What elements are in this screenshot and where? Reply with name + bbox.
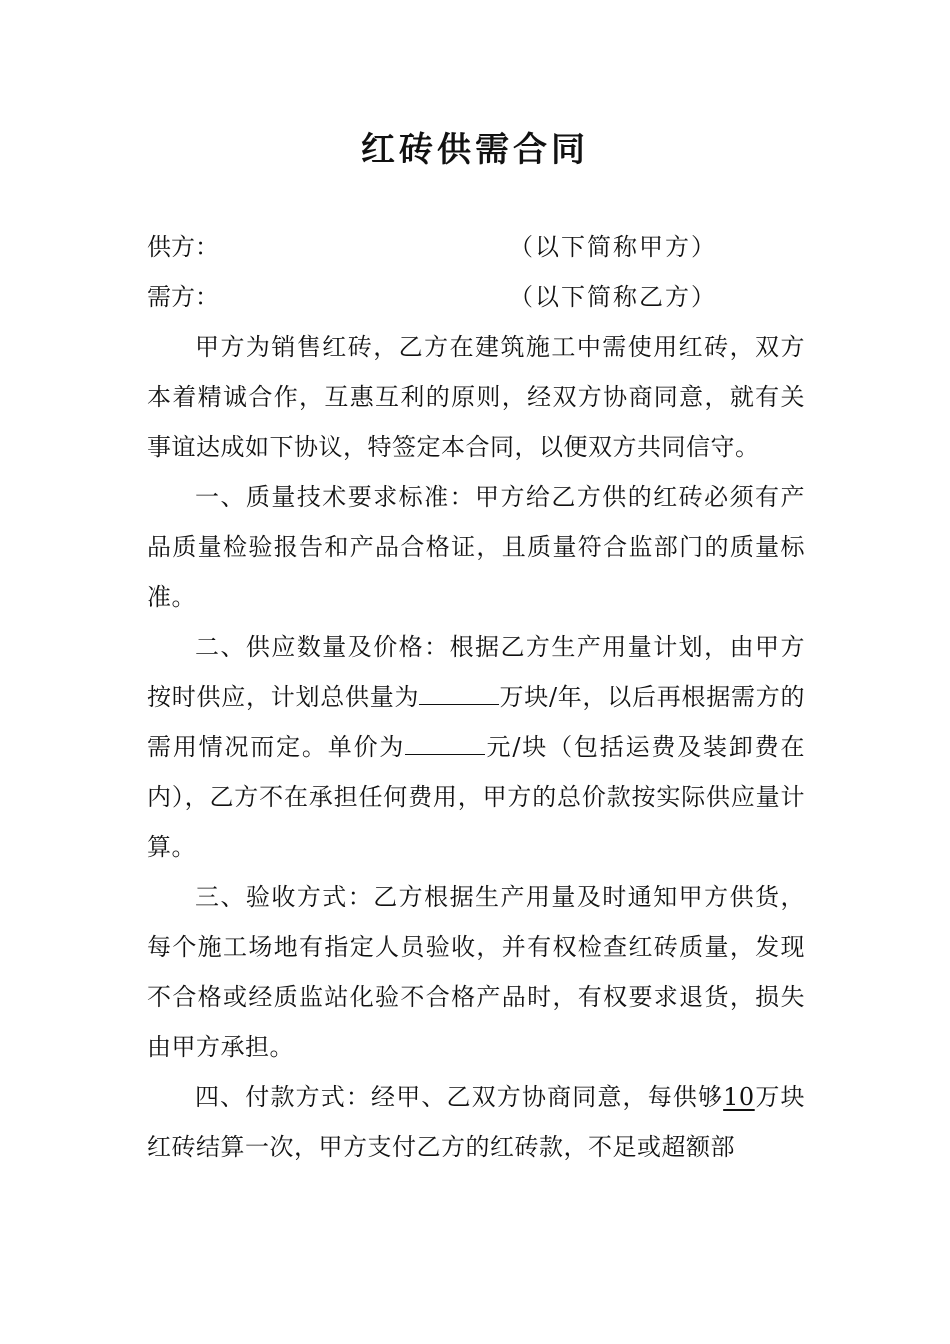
document-title: 红砖供需合同 — [361, 130, 589, 170]
settlement-quantity: 10 — [723, 1083, 755, 1111]
clause-acceptance: 三、验收方式：乙方根据生产用量及时通知甲方供货，每个施工场地有指定人员验收，并有权检查红砖质量，发现不合格或经质监站化验不合格产品时，有权要求退货，损失由甲方承担。 — [147, 883, 805, 1061]
intro-paragraph: 甲方为销售红砖，乙方在建筑施工中需使用红砖，双方本着精诚合作，互惠互利的原则，经双方协商同意，就有关事谊达成如下协议，特签定本合同，以便双方共同信守。 — [147, 333, 805, 461]
supplier-label: 供方： — [147, 233, 219, 261]
contract-body — [147, 322, 805, 1172]
supplier-row — [147, 222, 847, 272]
clause-quantity-price — [147, 622, 805, 872]
clause-quantity-price-text-2: 万块/年，以后再根据需方的需用情况而定。单价为 — [147, 683, 806, 761]
buyer-label: 需方： — [147, 283, 219, 311]
clause-quantity-price-text-1: 二、供应数量及价格：根据乙方生产用量计划，由甲方按时供应，计划总供量为 — [147, 633, 805, 711]
buyer-row — [147, 272, 847, 322]
clause-quality: 一、质量技术要求标准：甲方给乙方供的红砖必须有产品质量检验报告和产品合格证，且质量符合监部门的质量标准。 — [147, 483, 805, 611]
unit-price-blank — [405, 732, 485, 755]
buyer-alias: （以下简称乙方） — [509, 283, 717, 311]
clause-payment-text-1: 四、付款方式：经甲、乙双方协商同意，每供够 — [195, 1083, 724, 1111]
clause-payment — [147, 1072, 805, 1172]
clause-payment-text-2: 万块红砖结算一次，甲方支付乙方的红砖款，不足或超额部 — [147, 1083, 806, 1161]
annual-quantity-blank — [419, 682, 499, 705]
clause-quantity-price-text-3: 元/块（包括运费及装卸费在内），乙方不在承担任何费用，甲方的总价款按实际供应量计算。 — [147, 733, 806, 861]
supplier-alias: （以下简称甲方） — [509, 233, 717, 261]
